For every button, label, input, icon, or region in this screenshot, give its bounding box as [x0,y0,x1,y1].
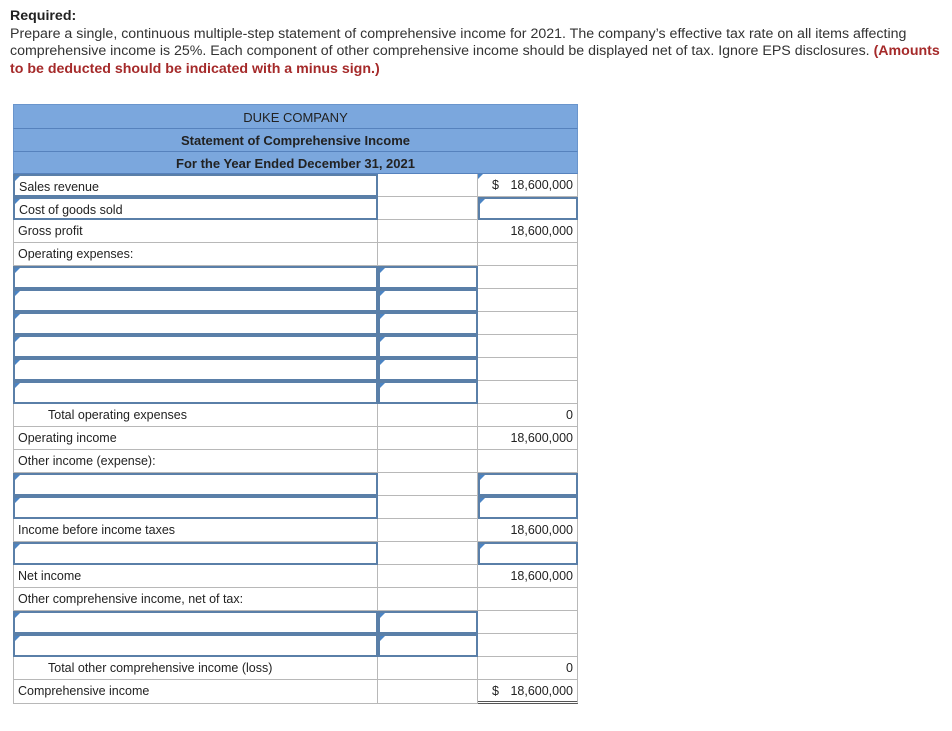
opex-amount-input[interactable] [378,358,478,381]
opex-heading: Operating expenses: [13,243,378,266]
tax-col2 [378,542,478,565]
total-oci-value: 0 [478,657,578,680]
income-before-taxes-label: Income before income taxes [13,519,378,542]
cogs-label-input[interactable]: Cost of goods sold [13,197,378,220]
gross-profit-label: Gross profit [13,220,378,243]
sales-value-input[interactable] [478,174,578,197]
other-income-heading: Other income (expense): [13,450,378,473]
oci-heading: Other comprehensive income, net of tax: [13,588,378,611]
operating-income-label: Operating income [13,427,378,450]
net-income-value: 18,600,000 [478,565,578,588]
other-income-row-col2 [378,496,478,519]
opex-amount-input[interactable] [378,289,478,312]
company-header [13,104,578,128]
operating-income-col2 [378,427,478,450]
oci-amount-input[interactable] [378,611,478,634]
opex-col3-cell [478,381,578,404]
gross-col2-cell [378,220,478,243]
opex-heading-col3 [478,243,578,266]
total-opex-col2 [378,404,478,427]
opex-label-input[interactable] [13,381,378,404]
opex-label-input[interactable] [13,289,378,312]
statement-title: Statement of Comprehensive Income [181,133,410,148]
statement-period: For the Year Ended December 31, 2021 [176,156,415,171]
tax-label-input[interactable] [13,542,378,565]
comprehensive-income-value: 18,600,000 [510,684,573,698]
comprehensive-income-label: Comprehensive income [13,680,378,704]
opex-label-input[interactable] [13,266,378,289]
period-header [13,151,578,174]
opex-col3-cell [478,312,578,335]
opex-amount-input[interactable] [378,381,478,404]
opex-col3-cell [478,266,578,289]
statement-title-header [13,128,578,151]
cogs-col2-cell [378,197,478,220]
instructions [10,8,945,78]
tax-amount-input[interactable] [478,542,578,565]
instructions-text: Prepare a single, continuous multiple-step statement of comprehensive income for 2021. The company’s effective tax rate on all items affecting comprehensive income is 25%. Each component of other comprehensive income should be displayed net of tax. Ignore EPS disclosures. [10,25,907,59]
net-income-label: Net income [13,565,378,588]
total-oci-label: Total other comprehensive income (loss) [13,657,378,680]
opex-heading-col2 [378,243,478,266]
sales-currency: $ [492,178,499,192]
sales-col2-cell [378,174,478,197]
other-income-label-input[interactable] [13,473,378,496]
other-income-row-col2 [378,473,478,496]
opex-amount-input[interactable] [378,312,478,335]
oci-heading-col2 [378,588,478,611]
other-income-amount-input[interactable] [478,473,578,496]
comprehensive-income-value-cell [478,680,578,704]
total-opex-value: 0 [478,404,578,427]
net-income-col2 [378,565,478,588]
oci-label-input[interactable] [13,634,378,657]
total-oci-col2 [378,657,478,680]
cogs-value-input[interactable] [478,197,578,220]
other-income-label-input[interactable] [13,496,378,519]
comprehensive-income-col2 [378,680,478,704]
total-opex-label: Total operating expenses [13,404,378,427]
company-name: DUKE COMPANY [243,110,348,125]
opex-amount-input[interactable] [378,266,478,289]
opex-col3-cell [478,335,578,358]
opex-col3-cell [478,358,578,381]
opex-label-input[interactable] [13,335,378,358]
income-statement-worksheet [13,104,578,704]
other-income-amount-input[interactable] [478,496,578,519]
required-heading: Required: [10,8,77,24]
oci-col3-cell [478,611,578,634]
other-income-col2 [378,450,478,473]
opex-amount-input[interactable] [378,335,478,358]
opex-col3-cell [478,289,578,312]
opex-label-input[interactable] [13,358,378,381]
sales-value: 18,600,000 [510,178,573,192]
oci-label-input[interactable] [13,611,378,634]
oci-heading-col3 [478,588,578,611]
oci-col3-cell [478,634,578,657]
income-before-taxes-col2 [378,519,478,542]
instructions-emphasis: (Amounts to be deducted should be indicated with a minus sign.) [10,43,940,77]
other-income-col3 [478,450,578,473]
opex-label-input[interactable] [13,312,378,335]
sales-label-input[interactable]: Sales revenue [13,174,378,197]
oci-amount-input[interactable] [378,634,478,657]
gross-profit-value: 18,600,000 [478,220,578,243]
income-before-taxes-value: 18,600,000 [478,519,578,542]
operating-income-value: 18,600,000 [478,427,578,450]
ci-currency: $ [492,684,499,698]
